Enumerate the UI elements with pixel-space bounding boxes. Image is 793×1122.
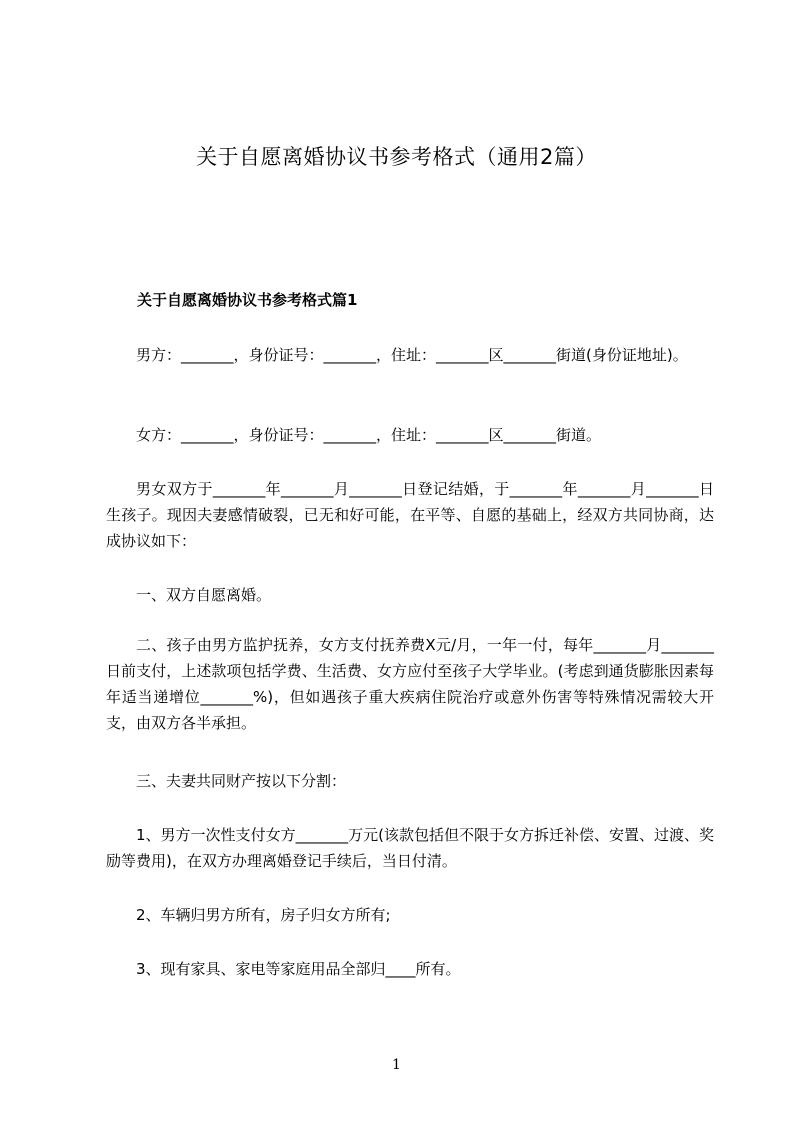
paragraph-wife-info: 女方：_______，身份证号：_______，住址：_______区_______街道。 (136, 426, 602, 444)
paragraph-item-2: 2、车辆归男方所有，房子归女方所有; (136, 906, 391, 924)
paragraph-item-3: 3、现有家具、家电等家庭用品全部归____所有。 (136, 960, 461, 978)
paragraph-item-1: 1、男方一次性支付女方_______万元(该款包括但不限于女方拆迁补偿、安置、过渡、奖励等费用)，在双方办理离婚登记手续后，当日付清。 (106, 826, 714, 870)
paragraph-marriage-info: 男女双方于_______年_______月_______日登记结婚，于_______年_______月_______日生孩子。现因夫妻感情破裂，已无和好可能，在平等、自愿的基础上，经双方共同协商，达成协议如下： (106, 480, 714, 550)
paragraph-clause-1: 一、双方自愿离婚。 (136, 586, 272, 604)
document-title: 关于自愿离婚协议书参考格式（通用2篇） (196, 145, 597, 169)
paragraph-husband-info: 男方：_______，身份证号：_______，住址：_______区_______街道(身份证地址)。 (136, 346, 688, 364)
page-number: 1 (392, 1057, 401, 1073)
paragraph-clause-2: 二、孩子由男方监护抚养，女方支付抚养费X元/月，一年一付，每年_______月_______日前支付，上述款项包括学费、生活费、女方应付至孩子大学毕业。(考虑到通货膨胀因素每年适当递增位_______%)，但如遇孩子重大疾病住院治疗或意外伤害等特殊情况需较大开支，由双方各半承担。 (106, 636, 714, 732)
paragraph-clause-3: 三、夫妻共同财产按以下分割： (136, 772, 347, 790)
section-heading: 关于自愿离婚协议书参考格式篇1 (137, 291, 358, 309)
